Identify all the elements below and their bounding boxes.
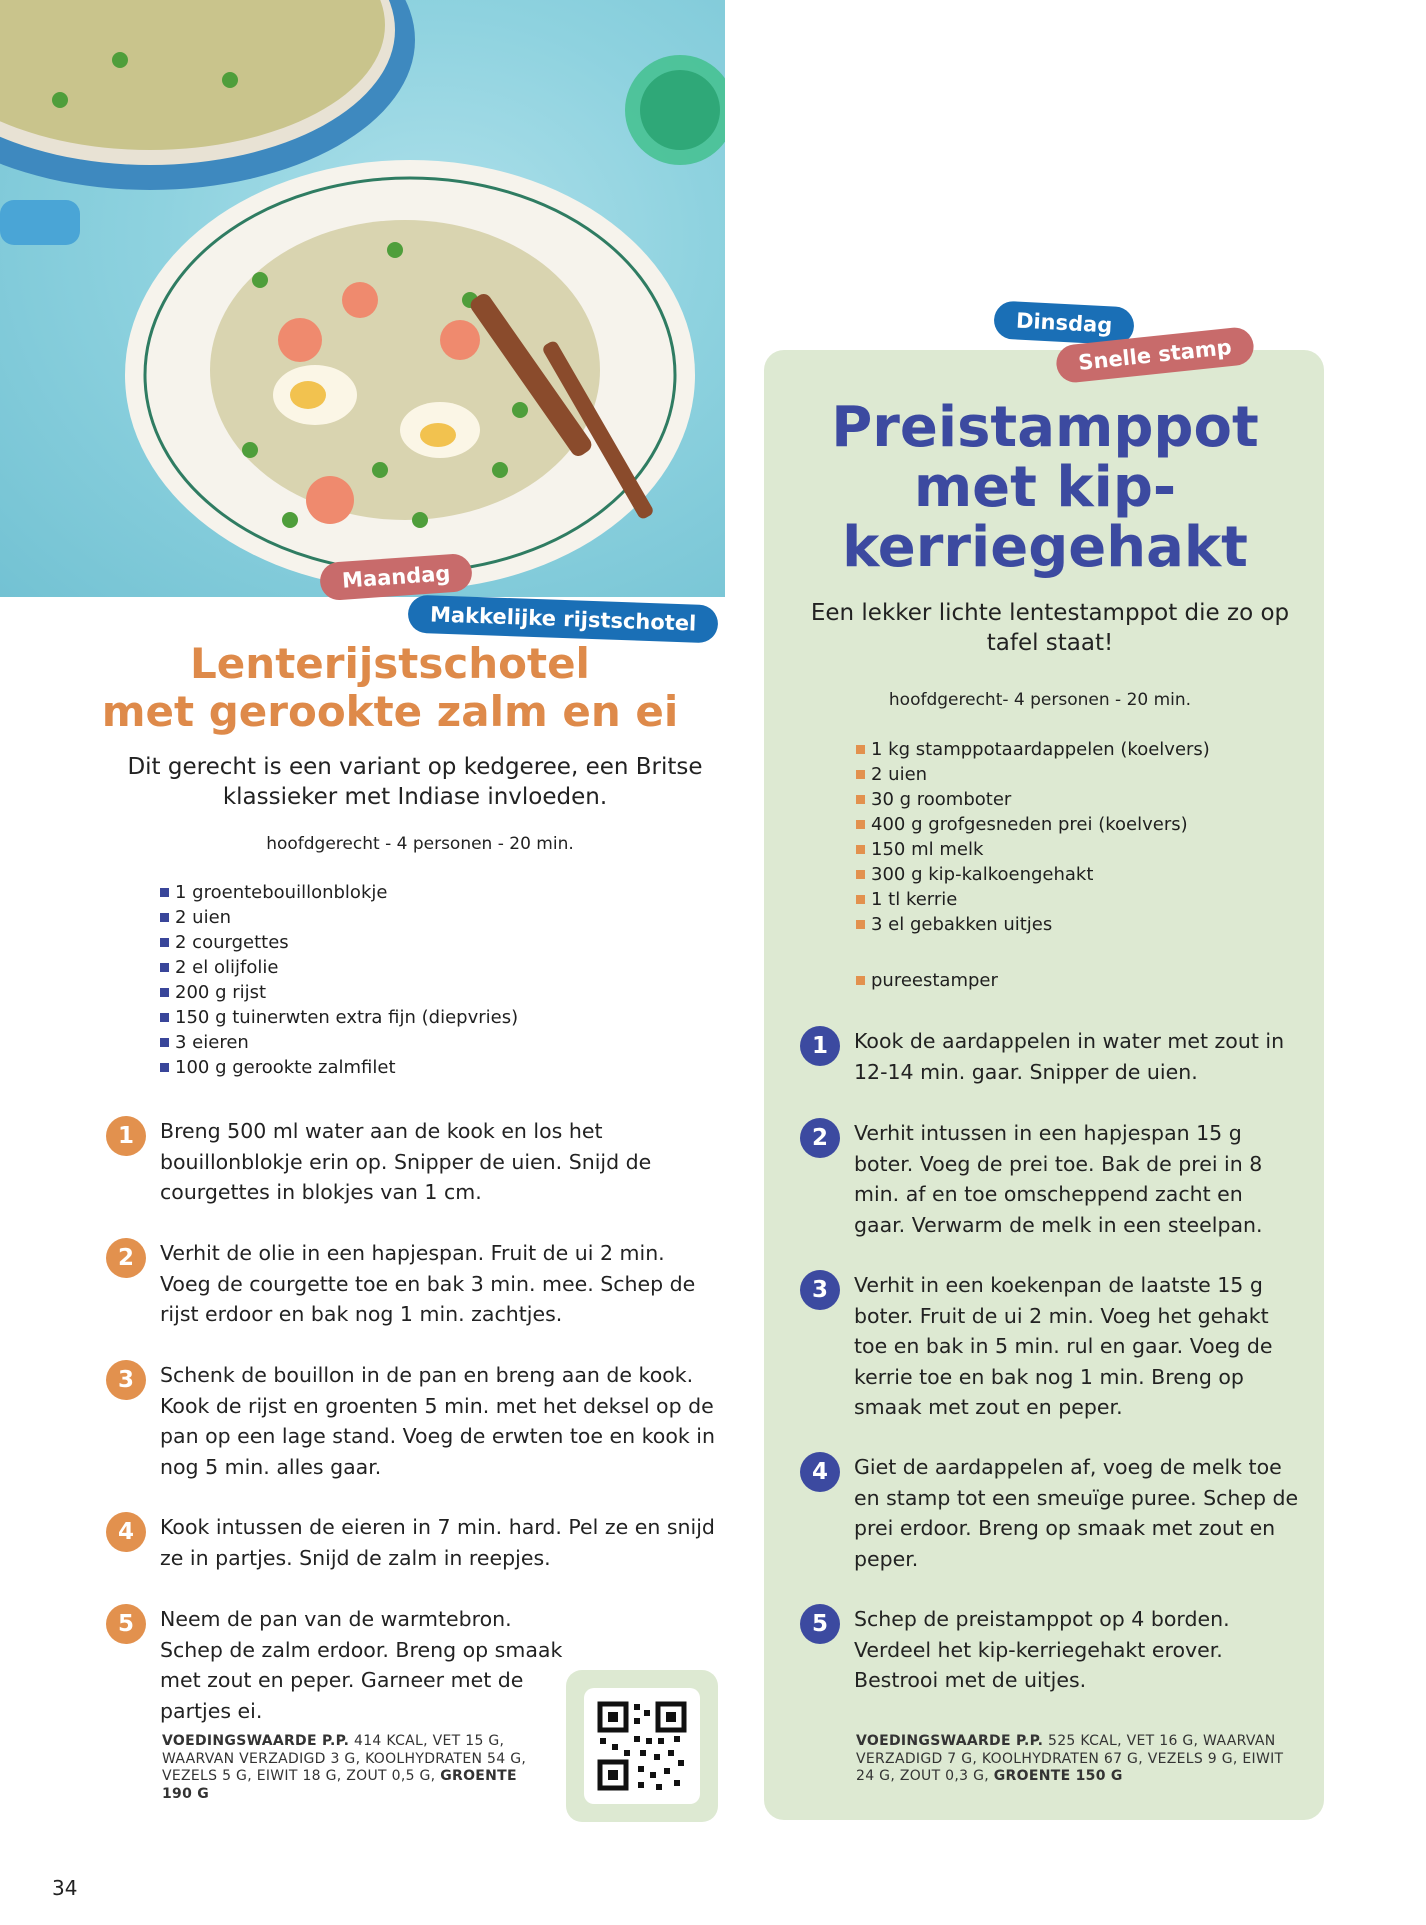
- food-photo: [0, 0, 725, 597]
- bullet-icon: [856, 745, 865, 754]
- ingredient-item: 3 el gebakken uitjes: [856, 912, 1210, 937]
- ingredient-item: 2 uien: [856, 762, 1210, 787]
- step: [106, 1238, 716, 1330]
- step: [800, 1118, 1300, 1240]
- ingredient-item: 300 g kip-kalkoengehakt: [856, 862, 1210, 887]
- step: [106, 1604, 566, 1726]
- right-nutrition: [856, 1733, 1296, 1786]
- qr-code-icon: [584, 1688, 700, 1804]
- bullet-icon: [856, 920, 865, 929]
- ingredient-item: 400 g grofgesneden prei (koelvers): [856, 812, 1210, 837]
- step-number: 5: [106, 1604, 146, 1644]
- left-ingredient-list: [160, 880, 518, 1080]
- bullet-icon: [856, 820, 865, 829]
- nutrition-values: 414 KCAL, VET 15 G, WAARVAN VERZADIGD 3 G, KOOLHYDRATEN 54 G, VEZELS 5 G, EIWIT 18 G, ZOUT 0,5 G,: [162, 1733, 527, 1784]
- ingredient-item: 100 g gerookte zalmfilet: [160, 1055, 518, 1080]
- nutrition-values: 525 KCAL, VET 16 G, WAARVAN VERZADIGD 7 G, KOOLHYDRATEN 67 G, VEZELS 9 G, EIWIT 24 G, ZOUT 0,3 G,: [856, 1733, 1284, 1784]
- step: [800, 1452, 1300, 1574]
- ingredient-item: 1 tl kerrie: [856, 887, 1210, 912]
- ingredient-item: 3 eieren: [160, 1030, 518, 1055]
- right-meta: hoofdgerecht- 4 personen - 20 min.: [888, 690, 1192, 710]
- ingredient-item: 2 courgettes: [160, 930, 518, 955]
- step-number: 2: [106, 1238, 146, 1278]
- food-photo-illustration: [0, 0, 725, 597]
- bullet-icon: [856, 976, 865, 985]
- ingredient-item: 150 g tuinerwten extra fijn (diepvries): [160, 1005, 518, 1030]
- step: [106, 1116, 716, 1208]
- step-number: 5: [800, 1604, 840, 1644]
- bullet-icon: [160, 913, 169, 922]
- bullet-icon: [856, 770, 865, 779]
- ingredient-item: 30 g roomboter: [856, 787, 1210, 812]
- step-text: Verhit intussen in een hapjespan 15 g boter. Voeg de prei toe. Bak de prei in 8 min. af en toe omscheppend zacht en gaar. Verwarm de melk in een steelpan.: [854, 1121, 1263, 1237]
- tool-item: [856, 970, 998, 991]
- left-title-line: met gerookte zalm en ei: [101, 687, 679, 736]
- day-tag-dinsdag: Dinsdag: [993, 300, 1135, 345]
- qr-code[interactable]: [584, 1688, 700, 1804]
- bullet-icon: [160, 938, 169, 947]
- step-number: 1: [800, 1026, 840, 1066]
- ingredient-item: 1 kg stamppotaardappelen (koelvers): [856, 737, 1210, 762]
- left-meta: hoofdgerecht - 4 personen - 20 min.: [266, 834, 574, 854]
- right-recipe-title: [780, 395, 1310, 580]
- step-text: Kook de aardappelen in water met zout in 12-14 min. gaar. Snipper de uien.: [854, 1029, 1285, 1084]
- page-number: 34: [52, 1876, 78, 1900]
- left-title-line: Lenterijstschotel: [190, 639, 590, 688]
- nutrition-label: VOEDINGSWAARDE P.P.: [856, 1733, 1044, 1749]
- left-recipe-title: [60, 640, 720, 736]
- step-text: Kook intussen de eieren in 7 min. hard. Pel ze en snijd ze in partjes. Snijd de zalm in reepjes.: [160, 1515, 715, 1570]
- right-intro: Een lekker lichte lentestamppot die zo op tafel staat!: [810, 600, 1290, 656]
- right-title-line: Preistamppot: [831, 395, 1259, 460]
- step: [800, 1604, 1300, 1696]
- bullet-icon: [856, 870, 865, 879]
- step-text: Schep de preistamppot op 4 borden. Verdeel het kip-kerriegehakt erover. Bestrooi met de uitjes.: [854, 1607, 1230, 1692]
- bullet-icon: [856, 795, 865, 804]
- ingredient-item: 2 uien: [160, 905, 518, 930]
- step-number: 4: [106, 1512, 146, 1552]
- step-number: 1: [106, 1116, 146, 1156]
- day-tag-maandag: Maandag: [319, 553, 474, 602]
- step-text: Schenk de bouillon in de pan en breng aan de kook. Kook de rijst en groenten 5 min. met het deksel op de pan op een lage stand. Voeg de erwten toe en kook in nog 5 min. alles gaar.: [160, 1363, 715, 1479]
- right-title-line: kerriegehakt: [842, 515, 1248, 580]
- bullet-icon: [856, 895, 865, 904]
- bullet-icon: [160, 963, 169, 972]
- step-number: 4: [800, 1452, 840, 1492]
- step-text: Verhit in een koekenpan de laatste 15 g boter. Fruit de ui 2 min. Voeg het gehakt toe en bak in 5 min. rul en gaar. Voeg de kerrie toe en bak nog 1 min. Breng op smaak met zout en peper.: [854, 1273, 1273, 1419]
- ingredient-item: 200 g rijst: [160, 980, 518, 1005]
- step-number: 2: [800, 1118, 840, 1158]
- step-number: 3: [800, 1270, 840, 1310]
- bullet-icon: [856, 845, 865, 854]
- ingredient-item: 2 el olijfolie: [160, 955, 518, 980]
- ingredient-item: 1 groentebouillonblokje: [160, 880, 518, 905]
- ingredient-item: 150 ml melk: [856, 837, 1210, 862]
- qr-code-panel: [566, 1670, 718, 1822]
- right-ingredient-list: [856, 737, 1210, 937]
- category-tag-rijstschotel: Makkelijke rijstschotel: [407, 595, 718, 644]
- bullet-icon: [160, 888, 169, 897]
- bullet-icon: [160, 1038, 169, 1047]
- left-nutrition: [162, 1733, 542, 1803]
- nutrition-vegetables: GROENTE 190 G: [162, 1768, 517, 1802]
- step-text: Neem de pan van de warmtebron. Schep de zalm erdoor. Breng op smaak met zout en peper. Garneer met de partjes ei.: [160, 1607, 563, 1723]
- tool-label: pureestamper: [871, 970, 998, 991]
- bullet-icon: [160, 988, 169, 997]
- step-text: Giet de aardappelen af, voeg de melk toe en stamp tot een smeuïge puree. Schep de prei erdoor. Breng op smaak met zout en peper.: [854, 1455, 1299, 1571]
- step: [800, 1026, 1300, 1087]
- step-number: 3: [106, 1360, 146, 1400]
- step: [800, 1270, 1300, 1423]
- nutrition-label: VOEDINGSWAARDE P.P.: [162, 1733, 350, 1749]
- left-intro: Dit gerecht is een variant op kedgeree, een Britse klassieker met Indiase invloeden.: [127, 754, 703, 810]
- bullet-icon: [160, 1013, 169, 1022]
- category-tag-snelle-stamp: Snelle stamp: [1055, 326, 1256, 384]
- step-text: Breng 500 ml water aan de kook en los het bouillonblokje erin op. Snipper de uien. Snijd de courgettes in blokjes van 1 cm.: [160, 1119, 652, 1204]
- nutrition-vegetables: GROENTE 150 G: [993, 1768, 1123, 1784]
- right-title-line: met kip-: [913, 455, 1177, 520]
- step: [106, 1512, 716, 1573]
- step-text: Verhit de olie in een hapjespan. Fruit de ui 2 min. Voeg de courgette toe en bak 3 min. mee. Schep de rijst erdoor en bak nog 1 min. zachtjes.: [160, 1241, 696, 1326]
- bullet-icon: [160, 1063, 169, 1072]
- step: [106, 1360, 716, 1482]
